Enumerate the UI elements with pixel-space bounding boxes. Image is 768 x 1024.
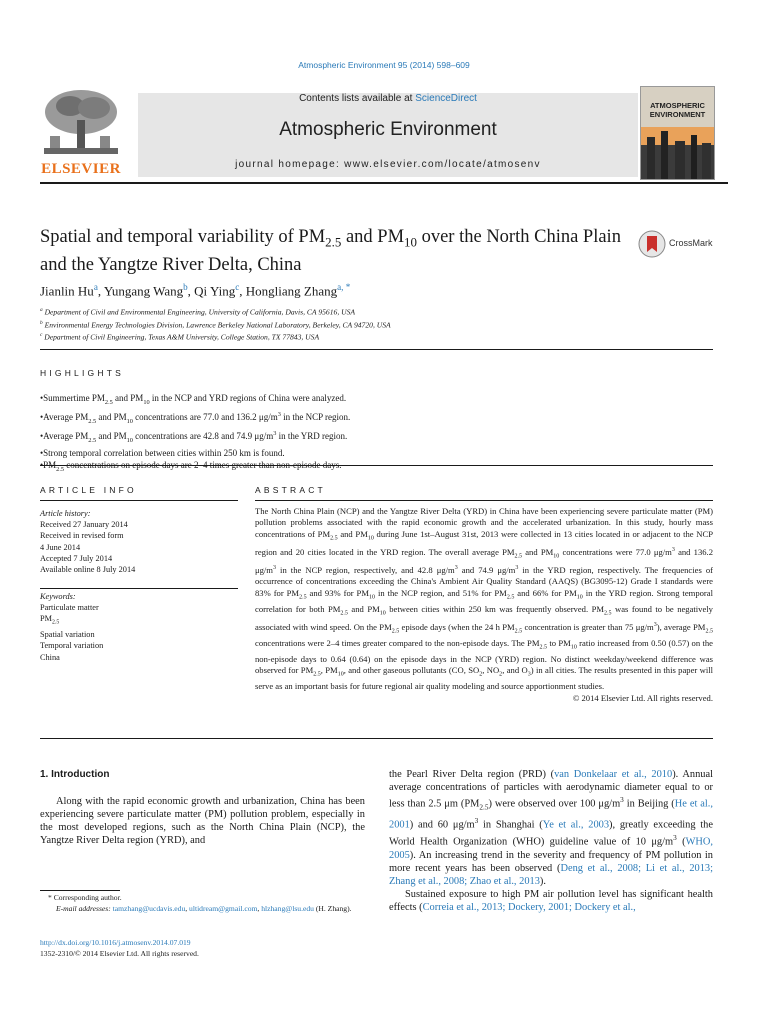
affiliation xyxy=(40,305,640,318)
affiliation-mark: c xyxy=(40,332,43,339)
email-link[interactable]: tamzhang@ucdavis.edu xyxy=(112,903,186,913)
divider xyxy=(40,465,713,466)
email-link[interactable]: ultidream@gmail.com xyxy=(189,903,258,913)
footnote xyxy=(40,893,365,914)
divider xyxy=(40,500,238,501)
abstract-body: The North China Plain (NCP) and the Yangtze River Delta (YRD) in China have been experiencing severe particulate matter (PM) pollution problems associated with the rapid economic growth and the accelerated urbanization. In this study, hourly mass concentrations of $PM_{2.5}$ and $PM_{10}$ during June 1st–August 31st, 2013 were collected in 13 cities located in or adjacent to the NCP region and 20 cities located in the YRD region. The overall average $PM_{2.5}$ and $PM_{10}$ concentrations were 77.0 $\mu g/m^3$ and 136.2 $\mu g/m^3$ in the NCP region, respectively, and 42.8 $\mu g/m^3$ and 74.9 $\mu g/m^3$ in the YRD region, respectively. The frequencies of occurrence of concentrations exceeding the China's Ambient Air Quality Standard (AAQS) (BG3095-12) Grade I standards were 83% for $PM_{2.5}$ and 93% for $PM_{10}$ in the NCP region, and 51% for $PM_{2.5}$ and 66% for $PM_{10}$ in the YRD region. Strong temporal correlation for both $PM_{2.5}$ and $PM_{10}$ between cities within 250 km was frequently observed. $PM_{2.5}$ was found to be negatively associated with wind speed. On the $PM_{2.5}$ episode days (when the 24 h $PM_{2.5}$ concentration is greater than 75 $\mu g/m^3$), average $PM_{2.5}$ concentrations were 2–4 times greater compared to the non-episode days. The $PM_{2.5}$ to $PM_{10}$ ratio increased from 0.50 (0.57) on the non-episode days to 0.64 (0.64) on the episode days in the NCP (YRD) region. No distinct weekday/weekend difference was observed for $PM_{2.5}$, $PM_{10}$, and other gaseous pollutants (CO, $SO_2$, $NO_2$, and $O_3$) in all cities. The results presented in this paper will serve as an important basis for future regional air quality modeling and source apportionment studies. © 2014 Elsevier Ltd. All rights reserved. xyxy=(255,506,714,703)
title-part: Spatial and temporal variability of PM xyxy=(40,227,326,247)
citation-link[interactable]: van Donkelaar et al., 2010 xyxy=(554,769,673,780)
body-paragraph: Along with the rapid economic growth and urbanization, China has been experiencing severe particulate matter (PM) pollution problem, especially in the most developed regions, such as the North China Plain (NCP), the Yangtze River Delta region (YRD), and xyxy=(40,796,365,846)
divider xyxy=(40,738,713,739)
affiliation-text: Department of Civil Engineering, Texas A&M University, College Station, TX 77843, USA xyxy=(44,332,320,342)
divider xyxy=(40,588,238,589)
contents-line xyxy=(138,93,638,104)
crossmark-label: CrossMark xyxy=(669,238,713,248)
citation-link[interactable]: He et al., 2001 xyxy=(389,798,713,831)
highlights-heading: HIGHLIGHTS xyxy=(40,368,124,378)
author-name: Qi Ying xyxy=(194,283,236,299)
affiliations xyxy=(40,305,640,343)
paper-title xyxy=(40,226,630,276)
cover-title-line-2: ENVIRONMENT xyxy=(649,110,706,119)
affiliation-mark: b xyxy=(40,319,43,326)
email-link[interactable]: hlzhang@lsu.edu xyxy=(261,903,314,913)
divider xyxy=(40,349,713,350)
email-line: E-mail addresses: tamzhang@ucdavis.edu, ultidream@gmail.com, hlzhang@lsu.edu (H. Zhang). xyxy=(56,903,352,913)
abstract-heading: ABSTRACT xyxy=(255,485,326,495)
author-affil-mark[interactable]: b xyxy=(183,282,188,292)
body-column-right xyxy=(389,768,713,915)
title-subscript: 10 xyxy=(404,234,417,250)
keywords xyxy=(40,591,238,663)
citation-link[interactable]: WHO, 2005 xyxy=(389,836,713,861)
history-accepted: Accepted 7 July 2014 xyxy=(40,553,113,563)
keywords-label: Keywords: xyxy=(40,592,76,601)
author-affil-mark[interactable]: a xyxy=(93,282,98,292)
divider xyxy=(255,500,713,501)
doi-block xyxy=(40,938,199,959)
body-paragraph: the Pearl River Delta region (PRD) (van Donkelaar et al., 2010). Annual average concentrations of particles with aerodynamic diameter equal to or less than 2.5 μm $(PM_{2.5})$ were observed over 100 $\mu g/m^3$ in Beijing (He et al., 2001) and 60 $\mu g/m^3$ in Shanghai (Ye et al., 2003), greatly exceeding the World Health Organization (WHO) guideline value of 10 $\mu g/m^3$ (WHO, 2005). An increasing trend in the severity and frequency of PM pollution in more recent years has been observed (Deng et al., 2008; Li et al., 2013; Zhang et al., 2008; Zhao et al., 2013). xyxy=(389,769,713,887)
keyword: Particulate matter xyxy=(40,603,99,613)
elsevier-tree-logo[interactable] xyxy=(40,86,122,178)
city-skyline-icon xyxy=(641,127,714,179)
sciencedirect-link[interactable]: ScienceDirect xyxy=(415,93,477,104)
citation-link[interactable]: Deng et al., 2008; Li et al., 2013; Zhang et al., 2008; Zhao et al., 2013 xyxy=(389,862,713,887)
abstract-copyright: © 2014 Elsevier Ltd. All rights reserved. xyxy=(572,692,713,703)
cover-title xyxy=(641,101,714,119)
journal-masthead xyxy=(40,78,728,184)
citation-link[interactable]: Correia et al., 2013; Dockery, 2001; Dockery et al., xyxy=(422,902,636,914)
title-part: and PM xyxy=(341,227,405,247)
cover-title-line-1: ATMOSPHERIC xyxy=(650,101,705,110)
article-history xyxy=(40,508,238,575)
body-paragraph: Sustained exposure to high PM air pollution level has significant health effects (Correia et al., 2013; Dockery, 2001; Dockery et al., xyxy=(389,889,713,914)
history-revised: Received in revised form xyxy=(40,531,124,541)
journal-name: Atmospheric Environment xyxy=(279,119,497,140)
citation-link[interactable]: Ye et al., 2003 xyxy=(542,819,610,831)
tree-icon xyxy=(40,86,122,158)
author-name: Hongliang Zhang xyxy=(245,283,338,299)
affiliation-text: Department of Civil and Environmental Engineering, University of California, Davis, CA 95616, USA xyxy=(44,307,356,317)
highlight-item: • Summertime $PM_{2.5}$ and $PM_{10}$ in the NCP and YRD regions of China were analyzed. xyxy=(40,392,713,409)
author-name: Jianlin Hu xyxy=(40,283,94,299)
keyword: $PM_{2.5}$ xyxy=(40,614,60,627)
issn-line: 1352-2310/© 2014 Elsevier Ltd. All rights reserved. xyxy=(40,948,199,958)
affiliation xyxy=(40,318,640,331)
highlights-list xyxy=(40,392,713,476)
contents-prefix: Contents lists available at xyxy=(299,93,416,104)
author-list: Jianlin Hu$^a$, Yungang Wang$^b$, Qi Ying$^c$, Hongliang Zhang$^{a, *}$ xyxy=(40,282,351,299)
title-part: over the North China Plain and the Yangtze River Delta, China xyxy=(40,227,621,275)
journal-cover-image[interactable] xyxy=(640,86,715,180)
keyword: Spatial variation xyxy=(40,630,95,640)
journal-homepage[interactable]: journal homepage: www.elsevier.com/locate/atmosenv xyxy=(235,159,541,170)
doi-link[interactable]: http://dx.doi.org/10.1016/j.atmosenv.2014.07.019 xyxy=(40,938,191,947)
crossmark-icon xyxy=(638,230,668,258)
author-affil-mark[interactable]: a, * xyxy=(337,282,351,292)
footnote-divider xyxy=(40,890,120,891)
journal-reference[interactable]: Atmospheric Environment 95 (2014) 598–609 xyxy=(298,60,470,70)
history-online: Available online 8 July 2014 xyxy=(40,565,136,575)
highlight-item: • Average $PM_{2.5}$ and $PM_{10}$ concentrations are 77.0 and 136.2 $\mu g/m^3$ in the NCP region. xyxy=(40,409,713,428)
body-column-left xyxy=(40,768,365,847)
highlight-item: • $PM_{2.5}$ concentrations on episode days are 2–4 times greater than non-episode days. xyxy=(40,459,713,476)
author-affil-mark[interactable]: c xyxy=(235,282,240,292)
affiliation-mark: a xyxy=(40,307,43,313)
history-revised-date: 4 June 2014 xyxy=(40,542,81,552)
highlight-item: • Strong temporal correlation between cities within 250 km is found. xyxy=(40,447,713,459)
publisher-name: ELSEVIER xyxy=(41,161,121,177)
article-info-heading: ARTICLE INFO xyxy=(40,485,137,495)
affiliation xyxy=(40,330,640,343)
masthead-banner xyxy=(138,93,638,177)
history-label: Article history: xyxy=(40,509,91,518)
crossmark-badge[interactable] xyxy=(638,230,728,258)
author-name: Yungang Wang xyxy=(103,283,184,299)
history-received: Received 27 January 2014 xyxy=(40,520,128,530)
keyword: China xyxy=(40,652,60,662)
keyword: Temporal variation xyxy=(40,641,104,651)
affiliation-text: Environmental Energy Technologies Division, Lawrence Berkeley National Laboratory, Berkeley, CA 94720, USA xyxy=(44,320,391,330)
highlight-item: • Average $PM_{2.5}$ and $PM_{10}$ concentrations are 42.8 and 74.9 $\mu g/m^3$ in the YRD region. xyxy=(40,428,713,447)
section-heading: 1. Introduction xyxy=(40,769,110,780)
corresponding-author: * Corresponding author. xyxy=(48,893,122,902)
title-subscript: 2.5 xyxy=(325,234,342,250)
